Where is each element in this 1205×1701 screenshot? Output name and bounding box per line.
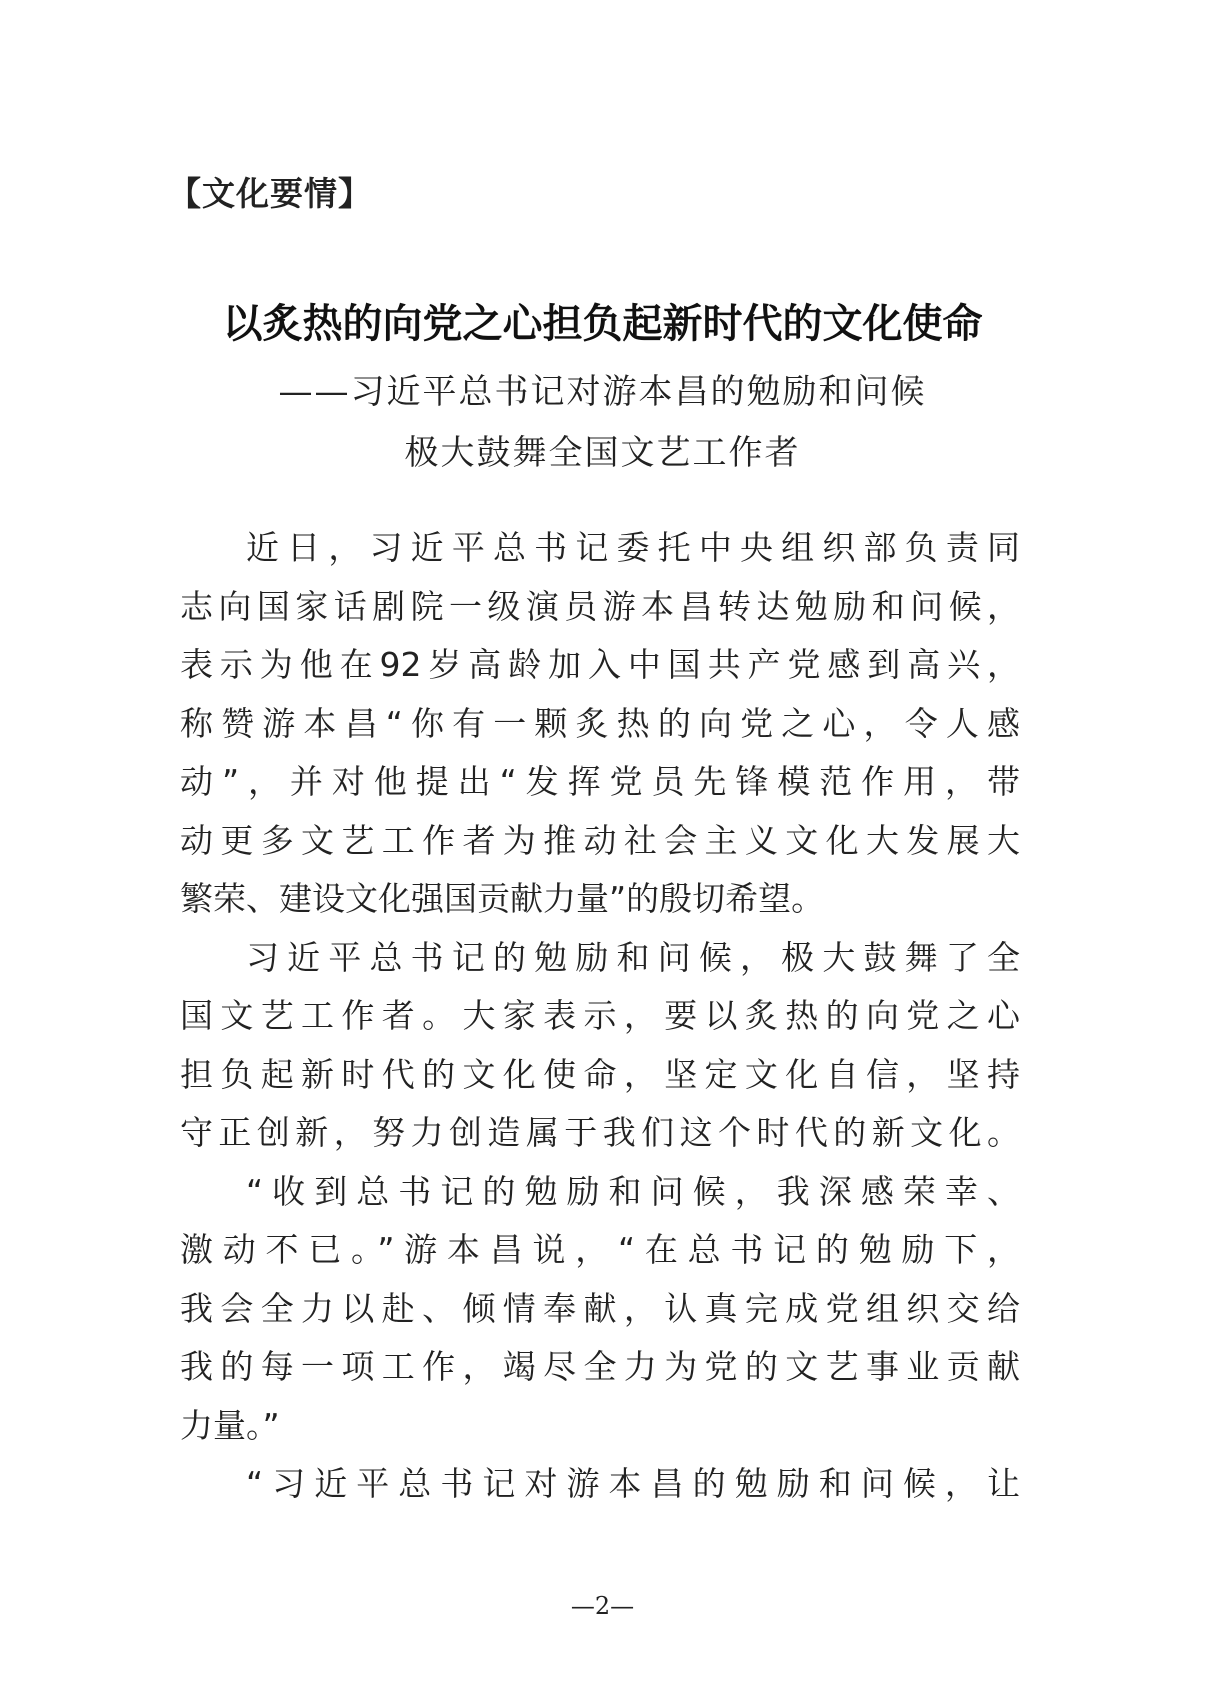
body-line: 我会全力以赴、倾情奉献，认真完成党组织交给	[180, 1288, 1020, 1328]
body-line: 表示为他在92岁高龄加入中国共产党感到高兴，	[180, 645, 1020, 684]
page-number: —2—	[570, 1592, 635, 1620]
body-line: 力量。”	[180, 1405, 280, 1445]
body-line: 称赞游本昌“你有一颗炙热的向党之心，令人感	[180, 703, 1020, 743]
body-line: 志向国家话剧院一级演员游本昌转达勉励和问候，	[180, 586, 1020, 626]
body-line: 繁荣、建设文化强国贡献力量”的殷切希望。	[180, 879, 825, 918]
body-line: 习近平总书记的勉励和问候，极大鼓舞了全	[246, 937, 1020, 977]
body-line: “收到总书记的勉励和问候，我深感荣幸、	[246, 1171, 1020, 1211]
section-tag: 【文化要情】	[168, 174, 372, 213]
body-line: “习近平总书记对游本昌的勉励和问候，让	[246, 1464, 1020, 1503]
article-subtitle-line-1: ——习近平总书记对游本昌的勉励和问候	[278, 372, 927, 412]
body-line: 动”，并对他提出“发挥党员先锋模范作用，带	[180, 762, 1020, 801]
body-line: 激动不已。”游本昌说，“在总书记的勉励下，	[180, 1230, 1020, 1269]
body-line: 担负起新时代的文化使命，坚定文化自信，坚持	[180, 1054, 1020, 1094]
article-title: 以炙热的向党之心担负起新时代的文化使命	[222, 300, 983, 347]
body-line: 我的每一项工作，竭尽全力为党的文艺事业贡献	[180, 1347, 1020, 1386]
article-subtitle-line-2: 极大鼓舞全国文艺工作者	[404, 433, 801, 473]
article-body	[180, 519, 1020, 1514]
body-line: 近日，习近平总书记委托中央组织部负责同	[246, 528, 1020, 567]
body-line: 动更多文艺工作者为推动社会主义文化大发展大	[180, 820, 1020, 860]
body-line: 守正创新，努力创造属于我们这个时代的新文化。	[180, 1113, 1020, 1152]
body-line: 国文艺工作者。大家表示，要以炙热的向党之心	[180, 996, 1020, 1035]
